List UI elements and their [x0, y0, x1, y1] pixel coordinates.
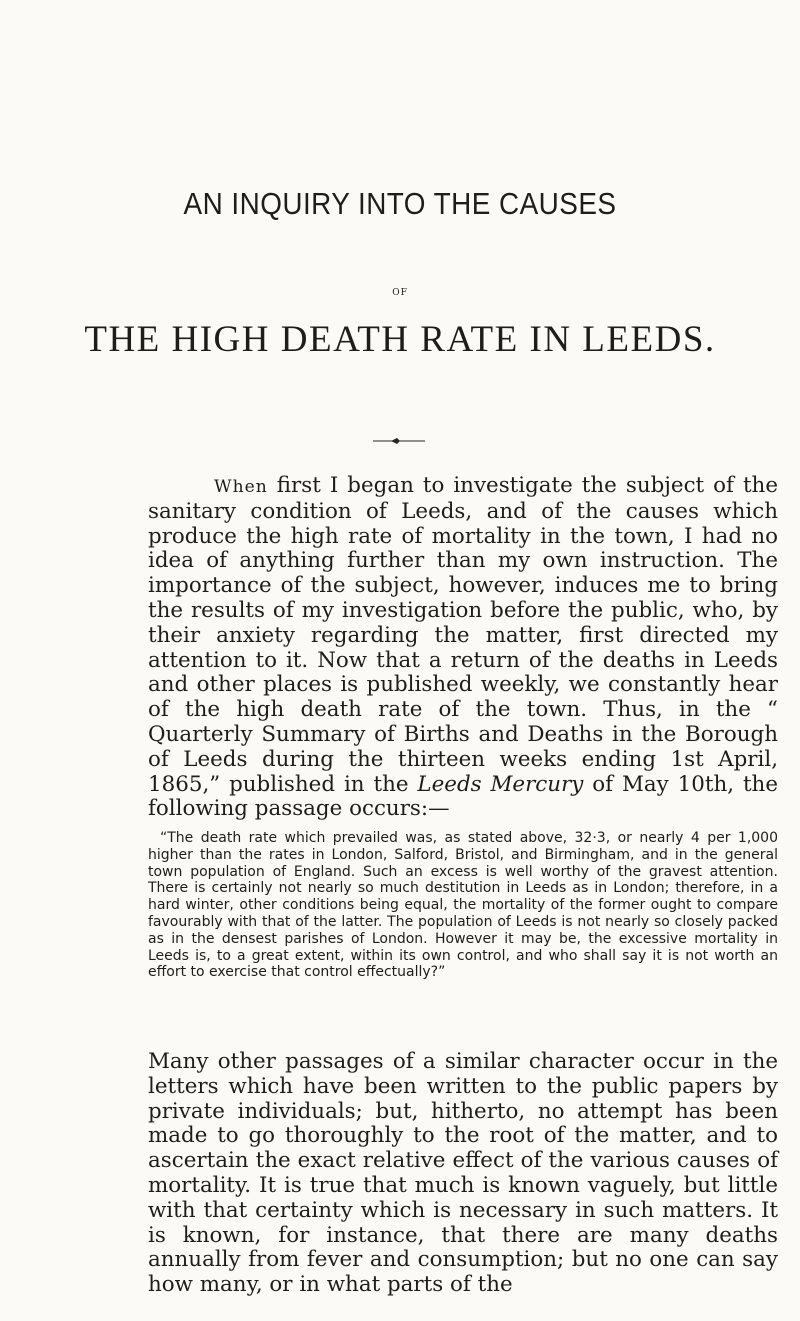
divider-ornament-icon: [369, 435, 429, 447]
heading-line-1: AN INQUIRY INTO THE CAUSES: [183, 186, 617, 221]
opening-paragraph: [148, 474, 778, 822]
heading-of: OF: [392, 288, 408, 298]
dropword: When: [214, 477, 268, 497]
quoted-passage: “The death rate which prevailed was, as stated above, 32·3, or nearly 4 per 1,000 higher than the rates in London, Salford, Bristol, and Birmingham, and in the general town population of England. Such an excess is well worthy of the gravest attention. There is certainly not nearly so much destitution in Leeds as in London; therefore, in a hard winter, other conditions being equal, the mortality of the former ought to compare favourably with that of the latter. The population of Leeds is not nearly so closely packed as in the densest parishes of London. However it may be, the excessive mortality in Leeds is, to a great extent, within its own control, and who shall say it is not worth an effort to exercise that control effectually?”: [148, 830, 778, 981]
second-paragraph: Many other passages of a similar character occur in the letters which have been written to the public papers by private individuals; but, hitherto, no attempt has been made to go thoroughly to the root of the matter, and to ascertain the exact relative effect of the various causes of mortality. It is true that much is known vaguely, but little with that certainty which is necessary in such matters. It is known, for instance, that there are many deaths annually from fever and consumption; but no one can say how many, or in what parts of the: [148, 1049, 778, 1298]
paragraph-text-a: first I began to investigate the subject of the sanitary condition of Leeds, and of the causes which produce the high rate of mortality in the town, I had no idea of anything further than my own instruction. The importance of the subject, however, induces me to bring the results of my investigation before the public, who, by their anxiety regarding the matter, first directed my attention to it. Now that a return of the deaths in Leeds and other places is published weekly, we constantly hear of the high death rate of the town. Thus, in the “ Quarterly Summary of Births and Deaths in the Borough of Leeds during the thirteen weeks ending 1st April, 1865,” published in the: [148, 473, 778, 797]
heading-line-2: THE HIGH DEATH RATE IN LEEDS.: [84, 319, 716, 360]
newspaper-title: Leeds Mercury: [417, 771, 584, 797]
paragraph-text-b: of May 10th, the following passage occurs:—: [148, 771, 778, 822]
